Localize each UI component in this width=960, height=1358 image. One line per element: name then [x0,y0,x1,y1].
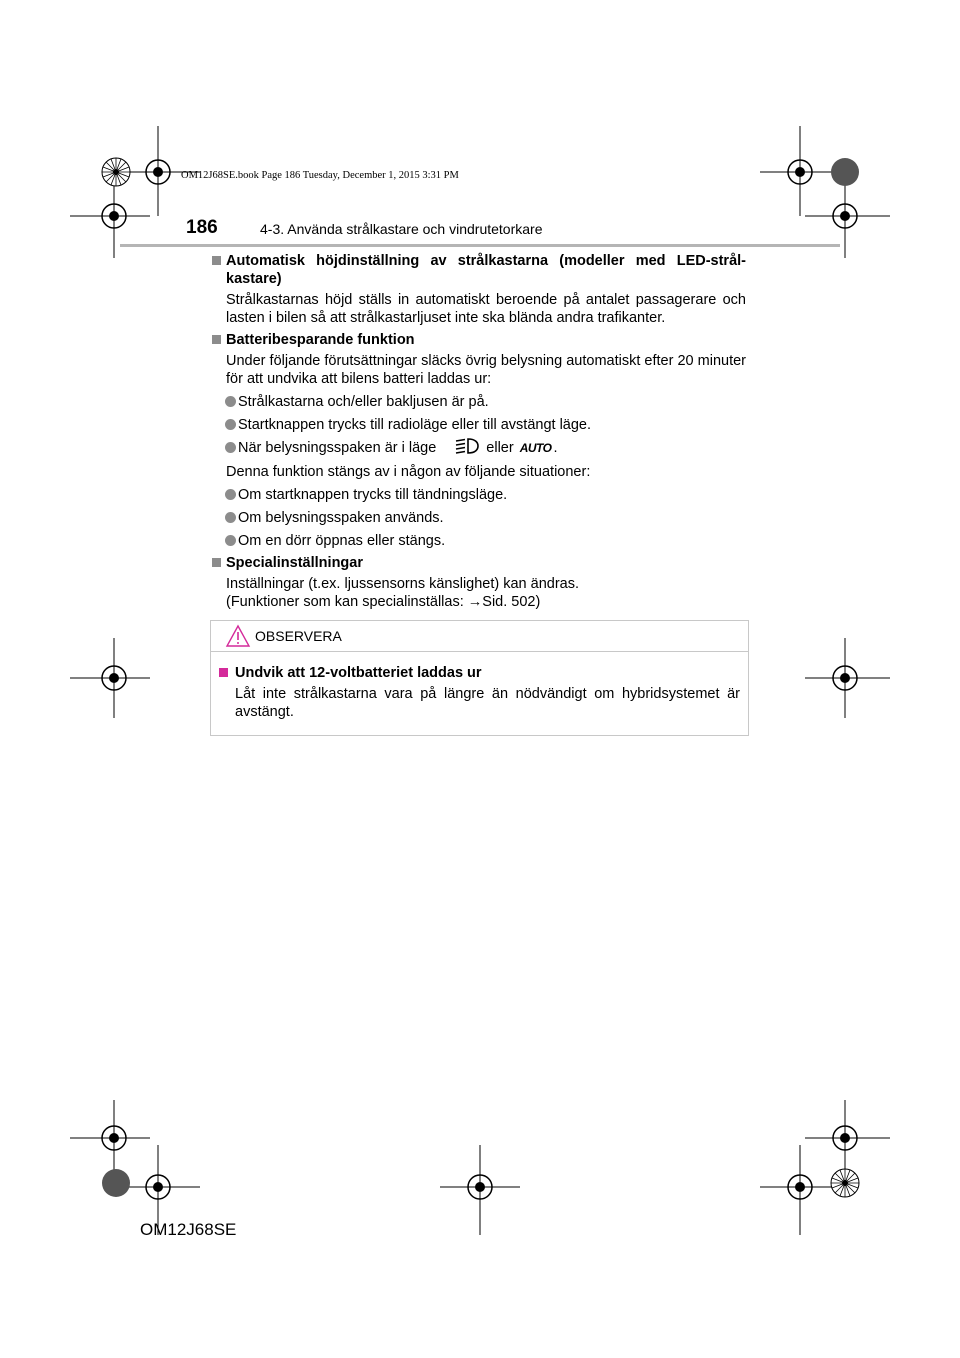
footer-code: OM12J68SE [140,1220,237,1239]
paragraph: Strålkastarnas höjd ställs in automatiskt beroende på antalet passagerare och lasten i bilen så att strålkastarljuset inte ska blända andra trafikanter. [226,292,746,326]
round-bullet-icon [225,489,236,500]
list-item: Startknappen trycks till radioläge eller till avstängt läge. [210,416,746,434]
round-bullet-icon [225,535,236,546]
paragraph: Under följande förutsättningar släcks övrig belysning automatiskt efter 20 minuter för att undvika att bilens batteri laddas ur: [226,353,746,387]
section-heading: Automatisk höjdinställning av strålkastarna (modeller med LED-strål-kastare) [210,252,746,288]
round-bullet-icon [225,419,236,430]
round-bullet-icon [225,396,236,407]
square-bullet-icon [212,558,221,567]
square-bullet-icon [212,335,221,344]
color-wheel-icon [830,1168,860,1198]
list-item: När belysningsspaken är i läge eller AUTO . [210,439,746,457]
square-bullet-icon [219,668,228,677]
auto-mode-icon: AUTO [519,441,552,455]
header-rule [120,244,840,247]
section-battery-saver [210,331,746,550]
registration-mark-icon [440,1145,520,1235]
book-info: OM12J68SE.book Page 186 Tuesday, December 1, 2015 3:31 PM [181,170,459,181]
list-item: Strålkastarna och/eller bakljusen är på. [210,393,746,411]
main-content [210,252,746,611]
notice-text: Låt inte strålkastarna vara på längre än nödvändigt om hybridsystemet är avstängt. [235,686,740,720]
paragraph: Inställningar (t.ex. ljussensorns känslighet) kan ändras. [226,576,580,592]
section-auto-leveling [210,252,746,327]
notice-heading: Undvik att 12-voltbatteriet laddas ur [219,664,740,682]
color-wheel-icon [101,1168,131,1198]
square-bullet-icon [212,256,221,265]
round-bullet-icon [225,442,236,453]
notice-label: OBSERVERA [255,628,342,644]
list-item: Om en dörr öppnas eller stängs. [210,532,746,550]
color-wheel-icon [101,157,131,187]
registration-mark-icon [805,638,895,718]
headlight-icon [454,437,480,455]
page-number: 186 [186,217,218,238]
round-bullet-icon [225,512,236,523]
page-reference-link[interactable]: (Funktioner som kan specialinställas: →Sid. 502) [226,594,541,610]
notice-body [211,652,748,721]
notice-header [211,621,748,652]
paragraph: Denna funktion stängs av i någon av följande situationer: [226,464,591,480]
section-heading: Batteribesparande funktion [210,331,746,349]
warning-triangle-icon [225,624,251,648]
section-custom-settings [210,554,746,611]
list-item: Om belysningsspaken används. [210,509,746,527]
section-title: 4-3. Använda strålkastare och vindrutetorkare [260,221,543,237]
notice-box [210,620,749,736]
registration-mark-icon [70,638,160,718]
section-heading: Specialinställningar [210,554,746,572]
color-wheel-icon [830,157,860,187]
list-item: Om startknappen trycks till tändningsläge. [210,486,746,504]
